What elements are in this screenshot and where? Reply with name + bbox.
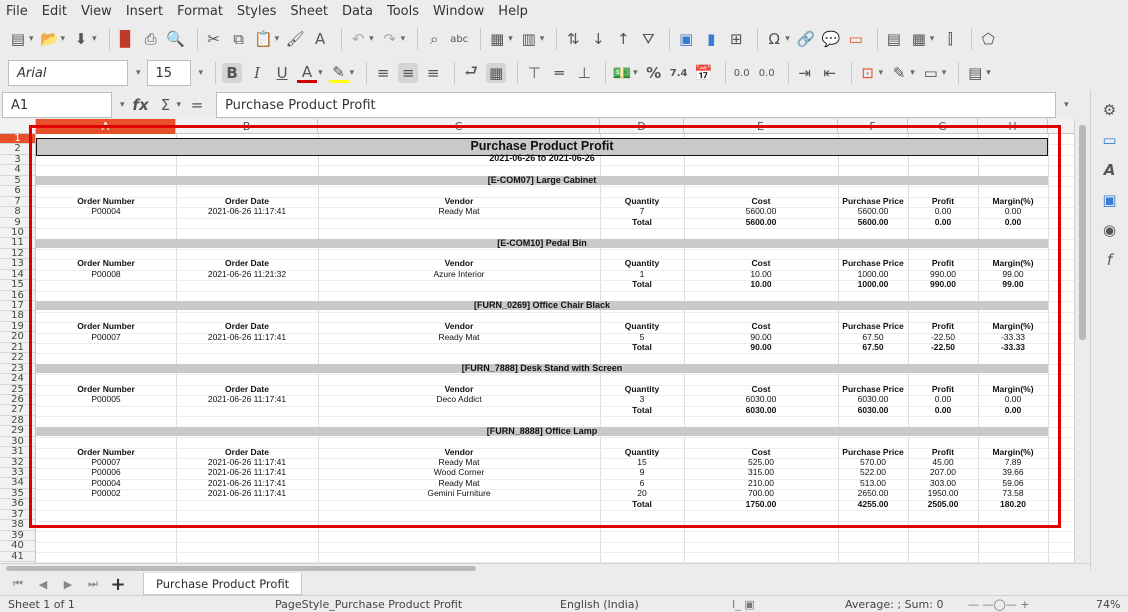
- merge-center-icon[interactable]: ▦: [486, 63, 506, 83]
- header-order[interactable]: Order Number: [77, 195, 135, 206]
- cell-qty[interactable]: 5: [639, 331, 645, 342]
- header-date[interactable]: Order Date: [225, 321, 269, 332]
- cell-qty[interactable]: 7: [639, 206, 645, 217]
- borders-icon[interactable]: ⊡: [861, 64, 874, 82]
- gallery-icon[interactable]: ▣: [1102, 191, 1117, 209]
- export-pdf-icon[interactable]: ▉: [119, 30, 132, 48]
- total-pp[interactable]: 4255.00: [857, 498, 889, 509]
- total-margin[interactable]: 99.00: [1002, 279, 1024, 290]
- row-header[interactable]: 13: [0, 259, 35, 269]
- cut-icon[interactable]: ✂: [207, 30, 220, 48]
- standard-toolbar: ▤ ▾ 📂 ▾ ⬇ ▾ ▉ ⎙ 🔍 ✂ ⧉ 📋 ▾ 🖌 A ↶ ▾ ↷ ▾ ⌕ abc ▦ ▾ ▥ ▾ ⇅ ↓ ↑ ⛛ ▣ ▮ ⊞ Ω ▾ 🔗 💬 ▭ ▤ ▦ ▾ ⫿ ⬠: [0, 22, 1128, 56]
- total-profit[interactable]: 2505.00: [927, 498, 959, 509]
- column-header-d[interactable]: D: [600, 119, 684, 134]
- cell-qty[interactable]: 20: [637, 488, 647, 499]
- row-header[interactable]: 32: [0, 458, 35, 468]
- add-decimal-icon[interactable]: 0.0: [733, 67, 750, 79]
- align-bottom-icon[interactable]: ⊥: [577, 64, 591, 82]
- report-date-range: 2021-06-26 to 2021-06-26: [489, 153, 595, 163]
- cell-date[interactable]: 2021-06-26 11:17:41: [207, 331, 287, 342]
- total-cost[interactable]: 6030.00: [745, 404, 777, 415]
- define-print-area-icon[interactable]: ▤: [886, 30, 901, 48]
- row-header[interactable]: 22: [0, 353, 35, 363]
- properties-icon[interactable]: ⚙: [1102, 101, 1117, 119]
- cell-date[interactable]: 2021-06-26 11:21:32: [207, 268, 287, 279]
- delete-decimal-icon[interactable]: 0.0: [758, 67, 775, 79]
- row-header[interactable]: 24: [0, 374, 35, 384]
- total-margin[interactable]: 180.20: [1000, 498, 1026, 509]
- wrap-text-icon[interactable]: ⮐: [464, 61, 478, 80]
- cell-cost[interactable]: 5600.00: [745, 206, 777, 217]
- copy-icon[interactable]: ⧉: [233, 30, 244, 48]
- increase-indent-icon[interactable]: ⇥: [798, 64, 811, 82]
- header-qty[interactable]: Quantity: [624, 383, 660, 394]
- menu-data[interactable]: Data: [341, 3, 373, 19]
- align-center-icon[interactable]: ≡: [398, 63, 418, 83]
- sheet-tab[interactable]: Purchase Product Profit: [143, 573, 302, 595]
- last-sheet-icon[interactable]: ⏭: [88, 577, 98, 590]
- header-margin[interactable]: Margin(%): [992, 446, 1034, 457]
- open-icon[interactable]: 📂: [40, 30, 59, 48]
- header-pp[interactable]: Purchase Price: [842, 383, 904, 394]
- conditional-format-icon[interactable]: ▤: [968, 64, 983, 82]
- cell-order[interactable]: P00007: [91, 331, 121, 342]
- menu-edit[interactable]: Edit: [41, 3, 67, 19]
- header-footer-icon[interactable]: ▭: [848, 30, 863, 48]
- cell-margin[interactable]: 39.66: [1002, 467, 1024, 478]
- header-pp[interactable]: Purchase Price: [842, 195, 904, 206]
- cell-vendor[interactable]: Wood Corner: [433, 467, 485, 478]
- header-cost[interactable]: Cost: [751, 383, 771, 394]
- cell-pp[interactable]: 522.00: [860, 467, 886, 478]
- total-margin[interactable]: -33.33: [1000, 342, 1026, 352]
- selection-mode-icon[interactable]: I_ ▣: [732, 598, 755, 611]
- header-cost[interactable]: Cost: [751, 321, 771, 332]
- font-name-box[interactable]: Arial: [8, 60, 128, 86]
- prev-sheet-icon[interactable]: ◀: [38, 577, 48, 591]
- highlight-color-icon[interactable]: ✎: [329, 63, 349, 83]
- header-vendor[interactable]: Vendor: [444, 446, 474, 457]
- row-header[interactable]: 19: [0, 322, 35, 332]
- row-header[interactable]: 31: [0, 447, 35, 457]
- total-profit[interactable]: 0.00: [934, 404, 952, 415]
- split-window-icon[interactable]: ⫿: [947, 30, 953, 48]
- row-header[interactable]: 8: [0, 207, 35, 217]
- header-vendor[interactable]: Vendor: [444, 383, 474, 394]
- cell-pp[interactable]: 5600.00: [857, 206, 889, 217]
- section-header[interactable]: [FURN_0269] Office Chair Black: [36, 301, 1048, 310]
- cell-order[interactable]: P00006: [91, 467, 121, 478]
- align-middle-icon[interactable]: ═: [554, 64, 564, 82]
- header-date[interactable]: Order Date: [225, 195, 269, 206]
- bold-icon[interactable]: B: [222, 63, 242, 83]
- sum-icon[interactable]: Σ: [160, 96, 171, 114]
- cell-pp[interactable]: 2650.00: [857, 488, 889, 499]
- row-header[interactable]: 40: [0, 541, 35, 551]
- total-label[interactable]: Total: [632, 279, 652, 290]
- cell-pp[interactable]: 1000.00: [857, 268, 889, 279]
- navigator-icon[interactable]: ◉: [1102, 221, 1117, 239]
- row-header[interactable]: 1: [0, 134, 35, 144]
- header-order[interactable]: Order Number: [77, 446, 135, 457]
- cell-vendor[interactable]: Ready Mat: [438, 477, 480, 488]
- zoom-slider[interactable]: — —◯— +: [968, 598, 1030, 611]
- row-header[interactable]: 15: [0, 280, 35, 290]
- row-header[interactable]: 3: [0, 155, 35, 165]
- cell-cost[interactable]: 10.00: [750, 268, 772, 279]
- row-header[interactable]: 14: [0, 270, 35, 280]
- zoom-level[interactable]: 74%: [1096, 598, 1121, 611]
- section-header[interactable]: [FURN_7888] Desk Stand with Screen: [36, 364, 1048, 373]
- row-header[interactable]: 37: [0, 510, 35, 520]
- cell-cost[interactable]: 6030.00: [745, 394, 777, 405]
- header-date[interactable]: Order Date: [225, 446, 269, 457]
- formula-icon[interactable]: =: [190, 96, 204, 114]
- section-header[interactable]: [E-COM07] Large Cabinet: [36, 176, 1048, 185]
- paste-icon[interactable]: 📋: [254, 30, 273, 48]
- header-qty[interactable]: Quantity: [624, 446, 660, 457]
- header-profit[interactable]: Profit: [931, 321, 955, 332]
- total-label[interactable]: Total: [632, 342, 652, 352]
- total-profit[interactable]: -22.50: [930, 342, 956, 352]
- row-header[interactable]: 39: [0, 531, 35, 541]
- sort-ascending-icon[interactable]: ↓: [591, 30, 605, 48]
- header-vendor[interactable]: Vendor: [444, 258, 474, 269]
- align-right-icon[interactable]: ≡: [426, 64, 440, 82]
- formula-input[interactable]: Purchase Product Profit: [216, 92, 1056, 118]
- pivot-table-icon[interactable]: ⊞: [729, 30, 743, 48]
- total-cost[interactable]: 1750.00: [745, 498, 777, 509]
- column-header-h[interactable]: H: [978, 119, 1048, 134]
- cell-cost[interactable]: 700.00: [748, 488, 774, 499]
- cell-profit[interactable]: 990.00: [930, 268, 956, 279]
- row-header[interactable]: 5: [0, 176, 35, 186]
- cell-vendor[interactable]: Ready Mat: [438, 206, 480, 217]
- cell-pp[interactable]: 6030.00: [857, 394, 889, 405]
- row-header[interactable]: 29: [0, 426, 35, 436]
- menu-bar: [0, 0, 1128, 22]
- page-style[interactable]: PageStyle_Purchase Product Profit: [275, 598, 463, 611]
- header-order[interactable]: Order Number: [77, 321, 135, 332]
- header-order[interactable]: Order Number: [77, 258, 135, 269]
- character-icon[interactable]: A: [1103, 161, 1116, 179]
- column-header-a[interactable]: A: [36, 119, 176, 134]
- row-header[interactable]: 35: [0, 489, 35, 499]
- horizontal-scrollbar[interactable]: [0, 563, 1090, 573]
- cell-margin[interactable]: -33.33: [1000, 331, 1026, 342]
- header-date[interactable]: Order Date: [225, 258, 269, 269]
- cell-cost[interactable]: 90.00: [750, 331, 772, 342]
- menu-styles[interactable]: Styles: [236, 3, 277, 19]
- row-header[interactable]: 18: [0, 311, 35, 321]
- freeze-rows-icon[interactable]: ▦: [911, 30, 926, 48]
- border-style-icon[interactable]: ✎: [892, 64, 906, 82]
- sum-summary[interactable]: Average: ; Sum: 0: [845, 598, 944, 611]
- print-icon[interactable]: ⎙: [144, 30, 157, 48]
- total-pp[interactable]: 6030.00: [857, 404, 889, 415]
- menu-help[interactable]: Help: [498, 3, 528, 19]
- header-profit[interactable]: Profit: [931, 258, 955, 269]
- row-header[interactable]: 10: [0, 228, 35, 238]
- row-header[interactable]: 6: [0, 186, 35, 196]
- row-header[interactable]: 4: [0, 165, 35, 175]
- cell-vendor[interactable]: Ready Mat: [438, 331, 480, 342]
- cell-pp[interactable]: 67.50: [862, 331, 884, 342]
- menu-file[interactable]: File: [6, 3, 28, 19]
- column-header-e[interactable]: E: [684, 119, 838, 134]
- row-header[interactable]: 34: [0, 478, 35, 488]
- total-pp[interactable]: 5600.00: [857, 216, 889, 227]
- total-margin[interactable]: 0.00: [1004, 216, 1022, 227]
- menu-format[interactable]: Format: [177, 3, 223, 19]
- number-format-icon[interactable]: 7.4: [669, 67, 688, 79]
- sheet-tab-bar: [0, 573, 1128, 595]
- cell-vendor[interactable]: Azure Interior: [433, 268, 485, 279]
- cell-margin[interactable]: 99.00: [1002, 268, 1024, 279]
- cell-margin[interactable]: 59.06: [1002, 477, 1024, 488]
- undo-icon[interactable]: ↶: [351, 30, 365, 48]
- decrease-indent-icon[interactable]: ⇤: [823, 64, 836, 82]
- name-box[interactable]: A1: [2, 92, 112, 118]
- cell-order[interactable]: P00004: [91, 477, 121, 488]
- cell-qty[interactable]: 6: [639, 477, 645, 488]
- header-pp[interactable]: Purchase Price: [842, 446, 904, 457]
- header-pp[interactable]: Purchase Price: [842, 321, 904, 332]
- cell-margin[interactable]: 0.00: [1004, 394, 1022, 405]
- row-header[interactable]: 16: [0, 291, 35, 301]
- cell-order[interactable]: P00007: [91, 456, 121, 467]
- header-cost[interactable]: Cost: [751, 195, 771, 206]
- total-pp[interactable]: 67.50: [862, 342, 884, 352]
- row-header[interactable]: 27: [0, 405, 35, 415]
- sort-descending-icon[interactable]: ↑: [616, 30, 630, 48]
- spelling-icon[interactable]: abc: [450, 33, 469, 45]
- styles-icon[interactable]: ▭: [1102, 131, 1117, 149]
- cell-margin[interactable]: 0.00: [1004, 206, 1022, 217]
- column-header-g[interactable]: G: [908, 119, 978, 134]
- formatting-toolbar: Arial ▾ 15 ▾ B I U A ▾ ✎ ▾ ≡ ≡ ≡ ⮐ ▦ ⊤ ═ ⊥ 💵 ▾ % 7.4 📅 0.0 0.0 ⇥ ⇤ ⊡ ▾ ✎ ▾ ▭ ▾ ▤ ▾: [0, 56, 1128, 90]
- align-top-icon[interactable]: ⊤: [527, 64, 541, 82]
- status-bar: [0, 595, 1128, 612]
- header-qty[interactable]: Quantity: [624, 321, 660, 332]
- header-date[interactable]: Order Date: [225, 383, 269, 394]
- header-margin[interactable]: Margin(%): [992, 258, 1034, 269]
- header-profit[interactable]: Profit: [931, 383, 955, 394]
- date-format-icon[interactable]: 📅: [694, 64, 713, 82]
- cell-order[interactable]: P00004: [91, 206, 121, 217]
- section-header[interactable]: [E-COM10] Pedal Bin: [36, 239, 1048, 248]
- header-qty[interactable]: Quantity: [624, 258, 660, 269]
- cell-margin[interactable]: 7.89: [1004, 456, 1022, 467]
- total-label[interactable]: Total: [632, 498, 652, 509]
- save-icon[interactable]: ⬇: [74, 30, 88, 48]
- total-cost[interactable]: 10.00: [750, 279, 772, 290]
- cell-date[interactable]: 2021-06-26 11:17:41: [207, 456, 287, 467]
- add-sheet-icon[interactable]: +: [110, 573, 126, 595]
- row-header[interactable]: 38: [0, 520, 35, 530]
- sheet-count: Sheet 1 of 1: [8, 598, 75, 611]
- currency-icon[interactable]: 💵: [612, 64, 632, 82]
- header-order[interactable]: Order Number: [77, 383, 135, 394]
- cell-order[interactable]: P00002: [91, 488, 121, 499]
- row-header[interactable]: 30: [0, 437, 35, 447]
- menu-tools[interactable]: Tools: [387, 3, 420, 19]
- highlight-annotation-box: [29, 125, 1061, 528]
- cell-date[interactable]: 2021-06-26 11:17:41: [207, 206, 287, 217]
- next-sheet-icon[interactable]: ▶: [63, 577, 73, 591]
- row-header[interactable]: 12: [0, 249, 35, 259]
- menu-insert[interactable]: Insert: [125, 3, 164, 19]
- functions-icon[interactable]: f: [1106, 251, 1113, 269]
- cell-margin[interactable]: 73.58: [1002, 488, 1024, 499]
- cell-cost[interactable]: 210.00: [748, 477, 774, 488]
- cell-date[interactable]: 2021-06-26 11:17:41: [207, 488, 287, 499]
- header-profit[interactable]: Profit: [931, 195, 955, 206]
- column-header-b[interactable]: B: [176, 119, 318, 134]
- function-wizard-icon[interactable]: fx: [132, 96, 149, 114]
- image-icon[interactable]: ▣: [679, 30, 694, 48]
- row-header[interactable]: 36: [0, 499, 35, 509]
- total-label[interactable]: Total: [632, 216, 652, 227]
- chart-icon[interactable]: ▮: [707, 30, 716, 48]
- row-header[interactable]: 41: [0, 552, 35, 562]
- total-cost[interactable]: 90.00: [750, 342, 772, 352]
- total-margin[interactable]: 0.00: [1004, 404, 1022, 415]
- cell-qty[interactable]: 1: [639, 268, 645, 279]
- total-pp[interactable]: 1000.00: [857, 279, 889, 290]
- row-header[interactable]: 28: [0, 416, 35, 426]
- print-preview-icon[interactable]: 🔍: [166, 30, 185, 48]
- total-profit[interactable]: 0.00: [934, 216, 952, 227]
- row-header[interactable]: 33: [0, 468, 35, 478]
- header-vendor[interactable]: Vendor: [444, 195, 474, 206]
- row-header[interactable]: 11: [0, 238, 35, 248]
- cell-qty[interactable]: 15: [637, 456, 647, 467]
- row-header[interactable]: 2: [0, 144, 35, 154]
- cell-qty[interactable]: 3: [639, 394, 645, 405]
- section-header[interactable]: [FURN_8888] Office Lamp: [36, 427, 1048, 436]
- cell-profit[interactable]: 0.00: [934, 206, 952, 217]
- clone-formatting-icon[interactable]: 🖌: [285, 30, 305, 48]
- font-size-box[interactable]: 15: [147, 60, 191, 86]
- language[interactable]: English (India): [560, 598, 639, 611]
- cell-order[interactable]: P00008: [91, 268, 121, 279]
- report-title[interactable]: Purchase Product Profit: [36, 138, 1048, 156]
- row-header[interactable]: 25: [0, 385, 35, 395]
- column-header-f[interactable]: F: [838, 119, 908, 134]
- redo-icon[interactable]: ↷: [383, 30, 396, 48]
- sort-icon[interactable]: ⇅: [566, 30, 580, 48]
- header-profit[interactable]: Profit: [931, 446, 955, 457]
- italic-icon[interactable]: I: [254, 64, 261, 82]
- menu-view[interactable]: View: [80, 3, 112, 19]
- row-header[interactable]: 20: [0, 332, 35, 342]
- header-pp[interactable]: Purchase Price: [842, 258, 904, 269]
- row-header[interactable]: 9: [0, 218, 35, 228]
- cell-order[interactable]: P00005: [91, 394, 121, 405]
- percent-icon[interactable]: %: [646, 64, 662, 82]
- first-sheet-icon[interactable]: ⏮: [13, 577, 23, 590]
- cell-pp[interactable]: 570.00: [860, 456, 886, 467]
- formula-bar: A1 ▾ fx Σ ▾ = Purchase Product Profit ▾: [0, 92, 1090, 118]
- header-vendor[interactable]: Vendor: [444, 321, 474, 332]
- cell-profit[interactable]: 207.00: [930, 467, 956, 478]
- special-character-icon[interactable]: Ω: [768, 30, 780, 48]
- total-cost[interactable]: 5600.00: [745, 216, 777, 227]
- show-draw-functions-icon[interactable]: ⬠: [981, 30, 995, 48]
- row-header[interactable]: 26: [0, 395, 35, 405]
- cell-date[interactable]: 2021-06-26 11:17:41: [207, 467, 287, 478]
- font-color-icon[interactable]: A: [297, 63, 317, 83]
- find-replace-icon[interactable]: ⌕: [429, 30, 439, 48]
- cell-profit[interactable]: 45.00: [932, 456, 954, 467]
- row-icon[interactable]: ▦: [490, 30, 505, 48]
- header-cost[interactable]: Cost: [751, 446, 771, 457]
- total-profit[interactable]: 990.00: [930, 279, 956, 290]
- underline-icon[interactable]: U: [276, 64, 288, 82]
- vertical-scrollbar[interactable]: [1074, 119, 1090, 563]
- header-margin[interactable]: Margin(%): [992, 321, 1034, 332]
- row-header[interactable]: 7: [0, 197, 35, 207]
- cell-profit[interactable]: 1950.00: [927, 488, 959, 499]
- header-cost[interactable]: Cost: [751, 258, 771, 269]
- row-header[interactable]: 21: [0, 343, 35, 353]
- cell-profit[interactable]: 0.00: [934, 394, 952, 405]
- align-left-icon[interactable]: ≡: [376, 64, 390, 82]
- header-qty[interactable]: Quantity: [624, 195, 660, 206]
- cell-date[interactable]: 2021-06-26 11:17:41: [207, 477, 287, 488]
- row-header[interactable]: 23: [0, 364, 35, 374]
- border-color-icon[interactable]: ▭: [923, 64, 938, 82]
- cell-vendor[interactable]: Ready Mat: [438, 456, 480, 467]
- menu-sheet[interactable]: Sheet: [290, 3, 328, 19]
- comment-icon[interactable]: 💬: [821, 30, 841, 48]
- menu-window[interactable]: Window: [433, 3, 485, 19]
- column-icon[interactable]: ▥: [521, 30, 536, 48]
- new-document-icon[interactable]: ▤: [10, 30, 26, 48]
- row-header[interactable]: 17: [0, 301, 35, 311]
- cell-profit[interactable]: -22.50: [930, 331, 956, 342]
- cell-qty[interactable]: 9: [639, 467, 645, 478]
- sidebar-deck: [1090, 90, 1128, 570]
- cell-vendor[interactable]: Gemini Furniture: [427, 488, 491, 499]
- header-margin[interactable]: Margin(%): [992, 195, 1034, 206]
- cell-cost[interactable]: 525.00: [748, 456, 774, 467]
- cell-pp[interactable]: 513.00: [860, 477, 886, 488]
- header-margin[interactable]: Margin(%): [992, 383, 1034, 394]
- cell-cost[interactable]: 315.00: [748, 467, 774, 478]
- autofilter-icon[interactable]: ⛛: [641, 30, 655, 48]
- cell-profit[interactable]: 303.00: [930, 477, 956, 488]
- cell-date[interactable]: 2021-06-26 11:17:41: [207, 394, 287, 405]
- hyperlink-icon[interactable]: 🔗: [796, 30, 816, 48]
- total-label[interactable]: Total: [632, 404, 652, 415]
- cell-vendor[interactable]: Deco Addict: [436, 394, 482, 405]
- clear-formatting-icon[interactable]: A: [314, 30, 326, 48]
- column-header-c[interactable]: C: [318, 119, 600, 134]
